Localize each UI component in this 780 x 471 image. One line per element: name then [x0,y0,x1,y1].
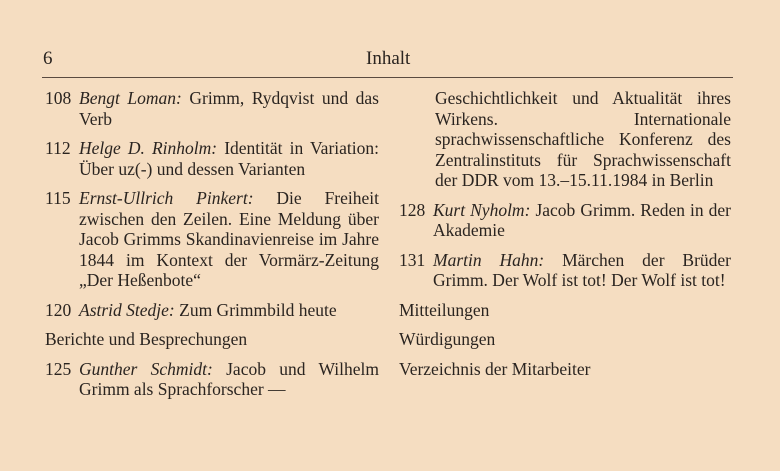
toc-entry [399,200,731,241]
toc-entry [45,138,379,179]
toc-title: Märchen der Brüder Grimm. Der Wolf ist tot! Der Wolf ist tot! [433,249,732,290]
toc-title: Identität in Variation: Über uz(-) und dessen Varianten [79,138,379,179]
toc-title: Jacob und Wilhelm Grimm als Sprachforscher — [79,358,380,399]
toc-left-column [45,88,379,409]
toc-author: Ernst-Ullrich Pinkert: [79,188,254,208]
toc-entry-text [433,200,731,241]
toc-section-heading: Berichte und Besprechungen [45,329,248,349]
toc-entry-text [79,188,379,291]
toc-author: Gunther Schmidt: [79,358,213,379]
toc-title: Zum Grimmbild heute [179,299,337,320]
toc-entry [399,250,731,291]
toc-page-number: 128 [399,199,426,220]
toc-page-number: 131 [399,249,426,270]
toc-right-column [399,88,731,388]
toc-page-number: 112 [45,138,71,158]
toc-entry [45,188,379,291]
toc-entry-text [79,359,379,400]
toc-page-number: 108 [45,88,72,108]
toc-author: Martin Hahn: [433,249,545,270]
toc-entry [45,359,379,400]
page-number: 6 [43,48,53,69]
toc-entry-text [79,138,379,179]
toc-entry [45,88,379,129]
toc-author: Helge D. Rinholm: [79,138,218,158]
toc-entry-text [433,250,731,291]
toc-page-number: 115 [45,188,71,208]
toc-section-wuerdigungen: Würdigungen [399,329,496,349]
toc-section-mitteilungen: Mitteilungen [399,299,490,320]
toc-entry [45,300,379,321]
toc-entry-text [79,88,379,129]
toc-entry-continuation: Geschichtlichkeit und Aktualität ihres Wirkens. Internationale sprachwissenschaftliche Konferenz des Zentralinstituts für Sprachwissenschaft der DDR vom 13.–15.11.1984 in Berlin [435,88,731,190]
toc-title: Die Freiheit zwischen den Zeilen. Eine Meldung über Jacob Grimms Skandinavienreise im Jahre 1844 im Kontext der Vormärz-Zeitung „Der Heßenbote“ [79,188,380,290]
toc-author: Astrid Stedje: [79,299,175,320]
toc-title: Grimm, Rydqvist und das Verb [79,88,379,129]
toc-entry-text [79,300,379,321]
running-head-title: Inhalt [366,48,411,69]
toc-title: Jacob Grimm. Reden in der Akademie [433,199,731,240]
toc-author: Kurt Nyholm: [433,199,531,220]
toc-page-number: 120 [45,299,72,320]
toc-section-verzeichnis: Verzeichnis der Mitarbeiter [399,358,591,379]
toc-author: Bengt Loman: [79,88,182,108]
header-rule [42,77,733,78]
toc-page-number: 125 [45,358,72,379]
